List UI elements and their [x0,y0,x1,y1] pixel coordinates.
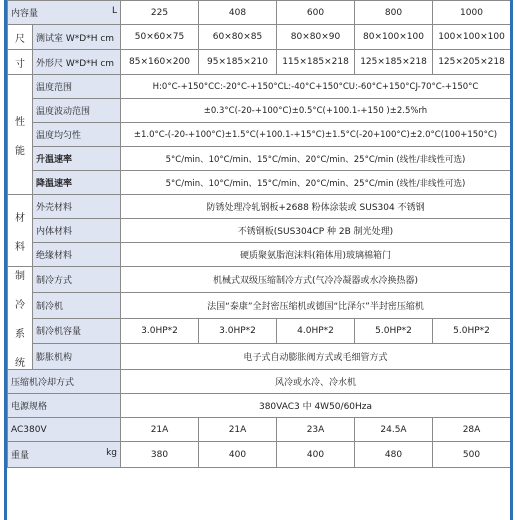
model-800: 800 [355,1,433,25]
temp-uniform-label: 温度均匀性 [33,123,121,147]
cooling-method-value: 机械式双级压缩制冷方式(气冷冷凝器或水冷换热器) [121,267,511,293]
weight-label: 重量 [11,451,30,461]
model-408: 408 [199,1,277,25]
inner-size-value: 100×100×100 [433,25,511,50]
insulation-row [8,243,511,267]
expansion-row [8,344,511,370]
cooling-category-char: 系 [15,329,25,340]
heat-rate-value: 5°C/min、10°C/min、15°C/min、20°C/min、25°C/min (线性/非线性可选) [121,147,511,171]
outer-size-value: 125×205×218 [433,50,511,75]
inner-material-row [8,219,511,243]
weight-label-cell [8,442,121,468]
cooling-category-char: 制 [15,271,25,282]
cooling-method-label: 制冷方式 [33,267,121,293]
capacity-value: 5.0HP*2 [433,318,511,344]
weight-row [8,442,511,468]
capacity-value: 5.0HP*2 [355,318,433,344]
weight-value: 480 [355,442,433,468]
performance-category [8,75,33,195]
heat-rate-label: 升温速率 [33,147,121,171]
temp-range-row [8,75,511,99]
current-label: AC380V [8,418,121,442]
expansion-label: 膨胀机构 [33,344,121,370]
shell-material-value: 防锈处理冷轧钢板+2688 粉体涂装或 SUS304 不锈钢 [121,195,511,219]
material-category-char: 料 [15,241,25,253]
temp-uniform-row [8,123,511,147]
size-category-top: 尺 [8,25,33,50]
shell-material-row [8,195,511,219]
performance-category-char: 性 [15,116,25,128]
inner-size-label: 测试室 W*D*H cm [33,25,121,50]
outer-size-value: 85×160×200 [121,50,199,75]
weight-unit: kg [106,448,117,458]
cooling-category-char: 冷 [15,300,25,311]
capacity-row [8,318,511,344]
spec-table [7,0,511,468]
outer-size-row [8,50,511,75]
condenser-label: 压缩机冷却方式 [8,370,121,394]
inner-size-value: 80×80×90 [277,25,355,50]
size-category-bottom: 寸 [8,50,33,75]
outer-size-value: 125×185×218 [355,50,433,75]
inner-size-value: 60×80×85 [199,25,277,50]
inner-size-value: 80×100×100 [355,25,433,50]
cool-rate-label: 降温速率 [33,171,121,195]
current-value: 21A [121,418,199,442]
temp-range-label: 温度范围 [33,75,121,99]
inner-size-value: 50×60×75 [121,25,199,50]
weight-value: 500 [433,442,511,468]
model-225: 225 [121,1,199,25]
power-label: 电源规格 [8,394,121,418]
outer-size-value: 115×185×218 [277,50,355,75]
temp-fluct-value: ±0.3°C(-20-+100°C)±0.5°C(+100.1-+150 )±2.5%rh [121,99,511,123]
inner-size-row [8,25,511,50]
weight-value: 400 [277,442,355,468]
compressor-row [8,292,511,318]
insulation-value: 硬质聚氨脂泡沫料(箱体用)玻璃棉箱门 [121,243,511,267]
temp-fluct-row [8,99,511,123]
compressor-value: 法国“泰康”全封密压缩机或德国“比泽尔”半封密压缩机 [121,292,511,318]
temp-range-value: H:0°C-+150°CC:-20°C-+150°CL:-40°C+150°CU:-60°C+150°CJ-70°C-+150°C [121,75,511,99]
spec-table-frame [4,0,513,520]
capacity-value: 4.0HP*2 [277,318,355,344]
cool-rate-value: 5°C/min、10°C/min、15°C/min、20°C/min、25°C/min (线性/非线性可选) [121,171,511,195]
cooling-category [8,267,33,370]
capacity-label: 制冷机容量 [33,318,121,344]
header-row [8,1,511,25]
outer-size-value: 95×185×210 [199,50,277,75]
current-value: 28A [433,418,511,442]
model-600: 600 [277,1,355,25]
power-row [8,394,511,418]
cooling-method-row [8,267,511,293]
header-label: 内容量 [11,9,39,19]
weight-value: 380 [121,442,199,468]
heat-rate-row [8,147,511,171]
cool-rate-row [8,171,511,195]
power-value: 380VAC3 中 4W50/60Hza [121,394,511,418]
header-label-cell [8,1,121,25]
material-category-char: 材 [15,212,25,224]
inner-material-label: 内体材料 [33,219,121,243]
compressor-label: 制冷机 [33,292,121,318]
header-unit: L [111,6,117,16]
insulation-label: 绝缘材料 [33,243,121,267]
current-value: 23A [277,418,355,442]
inner-material-value: 不锈钢板(SUS304CP 种 2B 制光处理) [121,219,511,243]
temp-fluct-label: 温度波动范围 [33,99,121,123]
current-value: 24.5A [355,418,433,442]
expansion-value: 电子式自动膨胀阀方式或毛细管方式 [121,344,511,370]
model-1000: 1000 [433,1,511,25]
outer-size-label: 外形尺 W*D*H cm [33,50,121,75]
material-category [8,195,33,267]
capacity-value: 3.0HP*2 [121,318,199,344]
capacity-value: 3.0HP*2 [199,318,277,344]
current-value: 21A [199,418,277,442]
shell-material-label: 外壳材料 [33,195,121,219]
temp-uniform-value: ±1.0°C-(-20-+100°C)±1.5°C(+100.1-+15°C)±1.5°C(-20+100°C)±2.0°C(100+150°C) [121,123,511,147]
condenser-row [8,370,511,394]
weight-value: 400 [199,442,277,468]
current-row [8,418,511,442]
performance-category-char: 能 [15,145,25,157]
condenser-value: 风冷或水冷、冷水机 [121,370,511,394]
cooling-category-char: 统 [15,358,25,369]
